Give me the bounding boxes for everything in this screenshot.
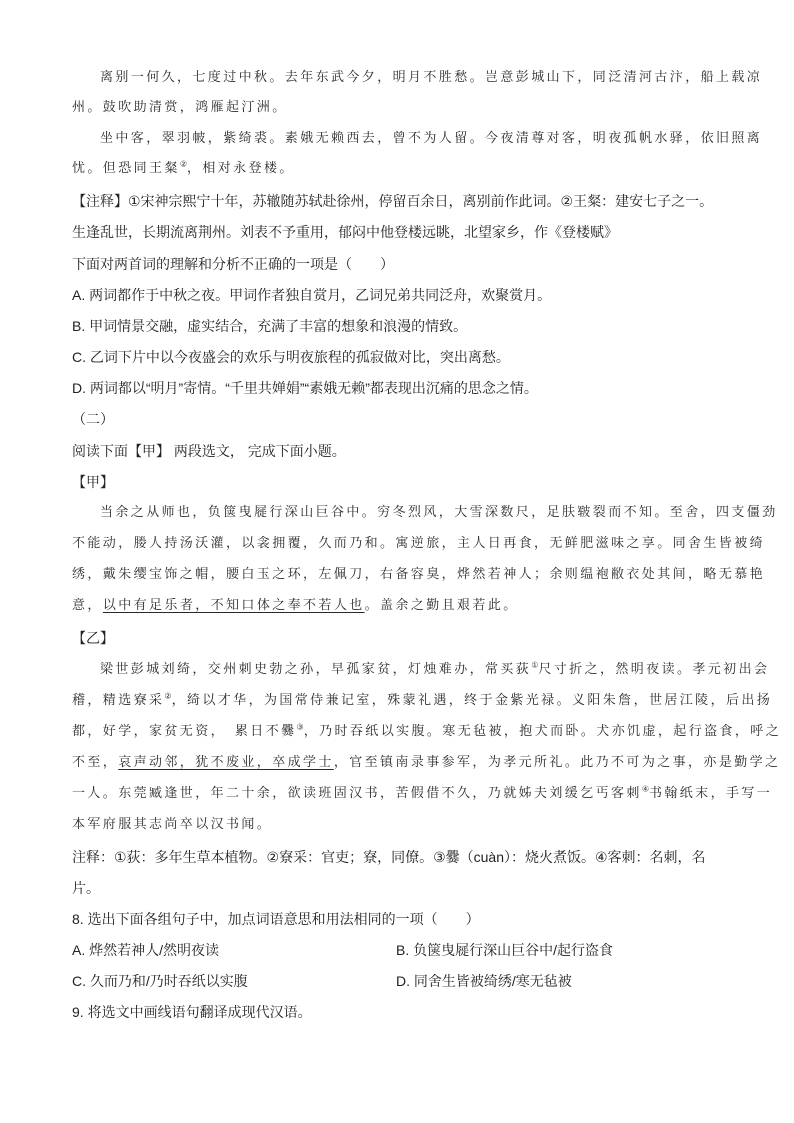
passage-jia-line: 当余之从师也，负箧曳屣行深山巨谷中。穷冬烈风，大雪深数尺，足肤皲裂而不知。至舍，四支僵劲 xyxy=(100,505,778,520)
question-8-option-c[interactable]: C. 久而乃和/乃时吞纸以实腹 xyxy=(72,973,248,989)
passage-text: 意， xyxy=(72,598,103,613)
passage-text: 稽，精选寮采 xyxy=(72,693,165,708)
note-line-2: 生逢乱世，长期流离荆州。刘表不予重用，郁闷中他登楼远眺，北望家乡，作《登楼赋》 xyxy=(72,224,618,240)
footnote-marker: ④ xyxy=(641,784,649,794)
footnote-marker: ① xyxy=(531,660,539,670)
passage-yi-line xyxy=(72,687,772,715)
passage-yi-line xyxy=(72,718,781,746)
poem-jia-line-2: 州。鼓吹助清赏，鸿雁起汀洲。 xyxy=(72,100,288,115)
passage-yi-line xyxy=(72,780,772,808)
passage-jia-line: 不能动，媵人持汤沃灌，以衾拥覆，久而乃和。寓逆旅，主人日再食，无鲜肥滋味之享。同舍生皆被绮 xyxy=(72,536,766,551)
footnote-marker: ② xyxy=(179,159,187,169)
passage-yi-label: 【乙】 xyxy=(72,630,114,646)
passage-yi-line xyxy=(72,749,780,777)
question-8-option-d[interactable]: D. 同舍生皆被绮绣/寒无毡被 xyxy=(396,973,572,989)
underlined-sentence: 哀声动邻，犹不废业，卒成学士 xyxy=(118,755,334,770)
question-7-option-d[interactable]: D. 两词都以“明月”寄情。“千里共婵娟”“素娥无赖”都表现出沉痛的思念之情。 xyxy=(72,380,538,396)
passage-jia-label: 【甲】 xyxy=(72,474,114,490)
note-line-1: 【注释】①宋神宗熙宁十年，苏辙随苏轼赴徐州，停留百余日，离别前作此词。②王粲：建安七子之一。 xyxy=(72,193,714,209)
section-instruction: 阅读下面【甲】 两段选文， 完成下面小题。 xyxy=(72,443,346,459)
passage-text: 一人。东莞臧逢世，年二十余，欲读班固汉书，苦假借不久，乃就姊夫刘缓乞丐客刺 xyxy=(72,786,642,801)
question-9-stem: 9. 将选文中画线语句翻译成现代汉语。 xyxy=(72,1004,312,1020)
passage-yi-line: 本军府服其志尚卒以汉书闻。 xyxy=(72,817,273,832)
passage-jia-line xyxy=(72,592,519,620)
poem-yi-line-2 xyxy=(72,155,295,183)
passage-yi-line xyxy=(100,656,769,684)
question-8-stem: 8. 选出下面各组句子中，加点词语意思和用法相同的一项（ ） xyxy=(72,911,480,927)
footnote-marker: ③ xyxy=(296,722,304,732)
question-7-option-b[interactable]: B. 甲词情景交融，虚实结合，充满了丰富的想象和浪漫的情致。 xyxy=(72,318,468,334)
question-7-option-a[interactable]: A. 两词都作于中秋之夜。甲词作者独自赏月，乙词兄弟共同泛舟，欢聚赏月。 xyxy=(72,287,552,303)
passage-text: ，绮以才华，为国常侍兼记室，殊蒙礼遇，终于金紫光禄。义阳朱詹，世居江陵，后出扬 xyxy=(171,693,773,708)
passage-text: 不至， xyxy=(72,755,119,770)
section-heading: （二） xyxy=(72,411,114,427)
passage-jia-line: 绣，戴朱缨宝饰之帽，腰白玉之环，左佩刀，右备容臭，烨然若神人；余则缊袍敝衣处其间，略无慕艳 xyxy=(72,567,766,582)
note-line-1: 注释：①荻：多年生草本植物。②寮采：官吏；寮，同僚。③爨（cuàn）：烧火煮饭。④客刺：名刺，名 xyxy=(72,849,706,865)
passage-text: 尺寸折之，然明夜读。孝元初出会 xyxy=(538,662,770,677)
poem-yi-text: ，相对永登楼。 xyxy=(186,161,295,176)
poem-jia-line-1: 离别一何久，七度过中秋。去年东武今夕，明月不胜愁。岂意彭城山下，同泛清河古汴，船上载凉 xyxy=(100,70,763,85)
underlined-sentence: 以中有足乐者，不知口体之奉不若人也 xyxy=(102,598,365,613)
question-8-option-a[interactable]: A. 烨然若神人/然明夜读 xyxy=(72,942,220,958)
note-line-2: 片。 xyxy=(72,880,100,896)
passage-text: 。盖余之勤且艰若此。 xyxy=(364,598,519,613)
passage-text: ，乃时吞纸以实腹。寒无毡被，抱犬而卧。犬亦饥虚，起行盗食，呼之 xyxy=(303,724,782,739)
passage-text: 梁世彭城刘绮，交州刺史勃之孙，早孤家贫，灯烛难办，常买荻 xyxy=(100,662,532,677)
passage-text: 书翰纸末，手写一 xyxy=(648,786,773,801)
passage-text: 都，好学，家贫无资， 累日不爨 xyxy=(72,724,297,739)
question-8-option-b[interactable]: B. 负箧曳屣行深山巨谷中/起行盗食 xyxy=(396,942,614,958)
poem-yi-line-1: 坐中客，翠羽帔，紫绮裘。素娥无赖西去，曾不为人留。今夜清尊对客，明夜孤帆水驿，依旧照离 xyxy=(100,131,763,146)
poem-yi-text: 忧。但恐同王粲 xyxy=(72,161,180,176)
footnote-marker: ② xyxy=(164,691,172,701)
question-7-stem: 下面对两首词的理解和分析不正确的一项是（ ） xyxy=(72,256,394,272)
passage-text: ，官至镇南录事参军，为孝元所礼。此乃不可为之事，亦是勤学之 xyxy=(333,755,781,770)
question-7-option-c[interactable]: C. 乙词下片中以今夜盛会的欢乐与明夜旅程的孤寂做对比，突出离愁。 xyxy=(72,349,510,365)
